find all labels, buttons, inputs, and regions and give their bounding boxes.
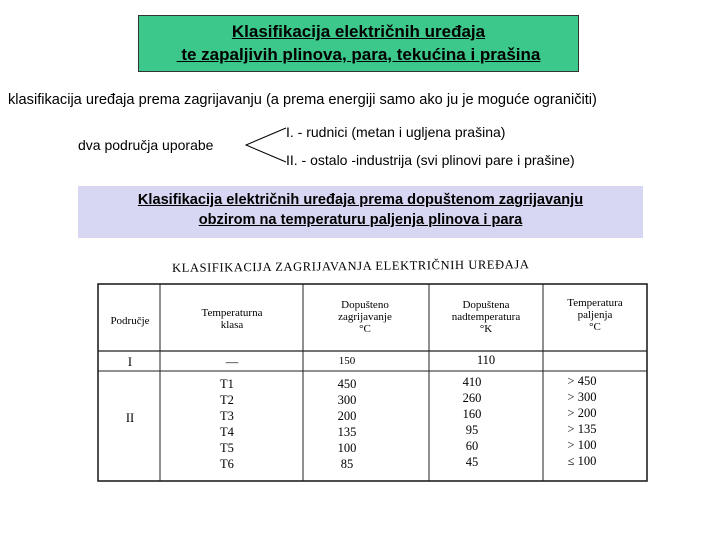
ignition-temp-cell: ≤ 100 <box>567 454 597 468</box>
temp-class-cell: T3 <box>220 409 234 423</box>
temp-class-cell: T1 <box>220 377 234 391</box>
allowed-overtemp-cell: 260 <box>462 391 482 405</box>
area-item-2: II. - ostalo -industrija (svi plinovi pare i prašine) <box>286 152 575 168</box>
table-caption: KLASIFIKACIJA ZAGRIJAVANJA ELEKTRIČNIH UREĐAJA <box>172 257 530 275</box>
classification-subtitle: klasifikacija uređaja prema zagrijavanju (a prema energiji samo ako ju je moguće ograničiti) <box>8 92 597 108</box>
row-i-allowed-heating: 150 <box>338 355 356 367</box>
allowed-heating-cell: 450 <box>337 377 357 391</box>
temp-class-cell: T5 <box>220 441 234 455</box>
row-i-allowed-overtemp: 110 <box>476 353 496 367</box>
temp-class-cell: T6 <box>220 457 234 471</box>
allowed-overtemp-cell: 60 <box>465 439 479 453</box>
group-ii-area: II <box>125 411 135 425</box>
allowed-heating-cell: 200 <box>337 409 357 423</box>
allowed-heating-cell: 85 <box>340 457 354 471</box>
title-line-2: te zapaljivih plinova, para, tekućina i prašina <box>176 45 541 64</box>
title-box <box>138 15 579 72</box>
heating-classification-table <box>97 283 650 483</box>
allowed-overtemp-cell: 160 <box>462 407 482 421</box>
ignition-temp-cell: > 100 <box>567 438 597 452</box>
header-area: Područje <box>110 315 150 327</box>
ignition-temp-cell: > 135 <box>567 422 597 436</box>
allowed-heating-cell: 100 <box>337 441 357 455</box>
ignition-temp-cell: > 300 <box>567 390 597 404</box>
header-allowed-overtemp: Dopuštena nadtemperatura °K <box>451 299 521 335</box>
header-temp-class: Temperaturna klasa <box>201 307 263 331</box>
allowed-heating-cell: 300 <box>337 393 357 407</box>
temp-class-cell: T2 <box>220 393 234 407</box>
row-i-temp-class: — <box>225 355 239 369</box>
area-item-1: I. - rudnici (metan i ugljena prašina) <box>286 124 506 140</box>
row-i-area: I <box>127 355 133 369</box>
allowed-heating-cell: 135 <box>337 425 357 439</box>
ignition-temp-cell: > 450 <box>567 374 597 388</box>
areas-label: dva područja uporabe <box>78 137 214 153</box>
subheading-line-1: Klasifikacija električnih uređaja prema dopuštenom zagrijavanju <box>137 192 584 208</box>
allowed-overtemp-cell: 45 <box>465 455 479 469</box>
temp-class-cell: T4 <box>220 425 234 439</box>
title-line-1: Klasifikacija električnih uređaja <box>231 22 486 41</box>
header-ignition-temp: Temperatura paljenja °C <box>567 297 623 333</box>
bracket-lines <box>244 126 288 166</box>
ignition-temp-cell: > 200 <box>567 406 597 420</box>
subheading-box <box>78 186 643 238</box>
subheading-line-2: obzirom na temperaturu paljenja plinova i para <box>198 212 523 228</box>
allowed-overtemp-cell: 410 <box>462 375 482 389</box>
header-allowed-heating: Dopušteno zagrijavanje °C <box>338 299 392 335</box>
allowed-overtemp-cell: 95 <box>465 423 479 437</box>
